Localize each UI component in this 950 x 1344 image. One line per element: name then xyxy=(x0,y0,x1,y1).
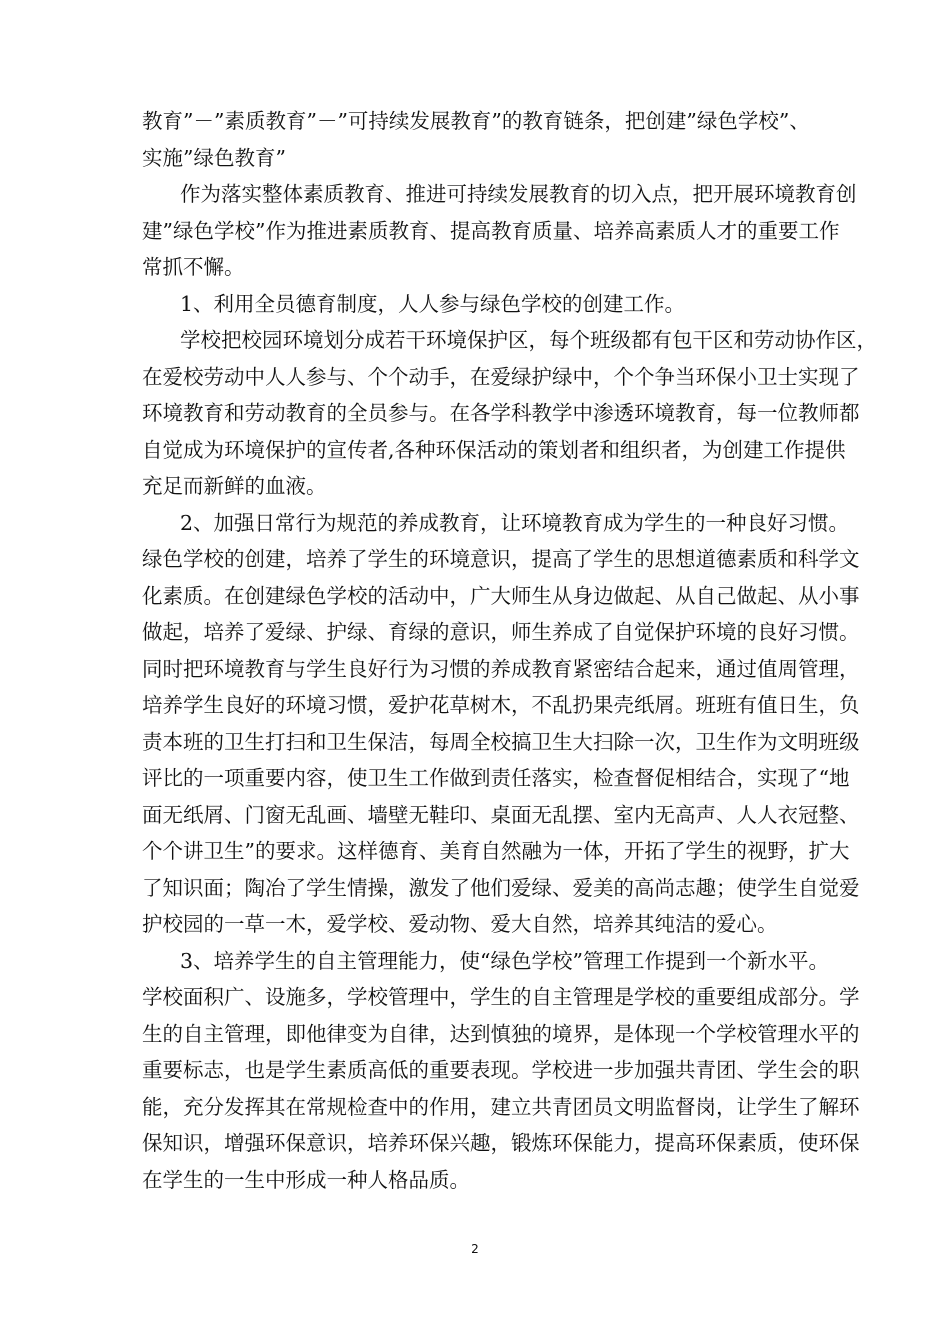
text-line: 绿色学校的创建，培养了学生的环境意识，提高了学生的思想道德素质和科学文 xyxy=(142,547,860,571)
text-line: 自觉成为环境保护的宣传者,各种环保活动的策划者和组织者，为创建工作提供 xyxy=(142,437,846,462)
text-line: 学校把校园环境划分成若干环境保护区，每个班级都有包干区和劳动协作区， xyxy=(180,328,877,352)
text-line: 了知识面；陶冶了学生情操，激发了他们爱绿、爱美的高尚志趣；使学生自觉爱 xyxy=(142,875,860,900)
text-line: 作为落实整体素质教育、推进可持续发展教育的切入点，把开展环境教育创 xyxy=(180,182,857,206)
text-line: 评比的一项重要内容，使卫生工作做到责任落实，检查督促相结合，实现了“地 xyxy=(142,766,850,790)
text-line: 培养学生良好的环境习惯，爱护花草树木，不乱扔果壳纸屑。班班有值日生，负 xyxy=(142,693,860,717)
text-line: 在爱校劳动中人人参与、个个动手，在爱绿护绿中，个个争当环保小卫士实现了 xyxy=(142,364,860,389)
text-line: 实施”绿色教育” xyxy=(142,145,286,170)
text-line: 1、利用全员德育制度，人人参与绿色学校的创建工作。 xyxy=(180,291,686,316)
text-line: 生的自主管理，即他律变为自律，达到慎独的境界，是体现一个学校管理水平的 xyxy=(142,1021,860,1046)
text-line: 面无纸屑、门窗无乱画、墙壁无鞋印、桌面无乱摆、室内无高声、人人衣冠整、 xyxy=(142,802,860,827)
text-line: 责本班的卫生打扫和卫生保洁，每周全校搞卫生大扫除一次，卫生作为文明班级 xyxy=(142,729,860,754)
text-line: 建”绿色学校”作为推进素质教育、提高教育质量、培养高素质人才的重要工作 xyxy=(142,218,840,243)
text-line: 充足而新鲜的血液。 xyxy=(142,474,327,498)
text-line: 教育”－”素质教育”－”可持续发展教育”的教育链条，把创建”绿色学校”、 xyxy=(142,109,810,133)
text-line: 个个讲卫生”的要求。这样德育、美育自然融为一体，开拓了学生的视野，扩大 xyxy=(142,839,850,863)
text-line: 常抓不懈。 xyxy=(142,255,245,279)
text-line: 重要标志，也是学生素质高低的重要表现。学校进一步加强共青团、学生会的职 xyxy=(142,1058,860,1082)
text-line: 化素质。在创建绿色学校的活动中，广大师生从身边做起、从自己做起、从小事 xyxy=(142,583,860,608)
text-line: 在学生的一生中形成一种人格品质。 xyxy=(142,1167,470,1192)
text-line: 能，充分发挥其在常规检查中的作用，建立共青团员文明监督岗，让学生了解环 xyxy=(142,1094,860,1119)
text-line: 学校面积广、设施多，学校管理中，学生的自主管理是学校的重要组成部分。学 xyxy=(142,985,860,1009)
text-line: 保知识，增强环保意识，培养环保兴趣，锻炼环保能力，提高环保素质，使环保 xyxy=(142,1131,860,1155)
text-line: 2、加强日常行为规范的养成教育，让环境教育成为学生的一种良好习惯。 xyxy=(180,510,850,535)
text-line: 同时把环境教育与学生良好行为习惯的养成教育紧密结合起来，通过值周管理， xyxy=(142,656,860,681)
text-line: 做起，培养了爱绿、护绿、育绿的意识，师生养成了自觉保护环境的良好习惯。 xyxy=(142,620,860,644)
text-line: 环境教育和劳动教育的全员参与。在各学科教学中渗透环境教育，每一位教师都 xyxy=(142,401,860,425)
document-body xyxy=(142,103,877,1198)
page-number: 2 xyxy=(471,1242,479,1256)
text-line: 护校园的一草一木，爱学校、爱动物、爱大自然，培养其纯洁的爱心。 xyxy=(142,912,778,936)
text-line: 3、培养学生的自主管理能力，使“绿色学校”管理工作提到一个新水平。 xyxy=(180,948,830,973)
